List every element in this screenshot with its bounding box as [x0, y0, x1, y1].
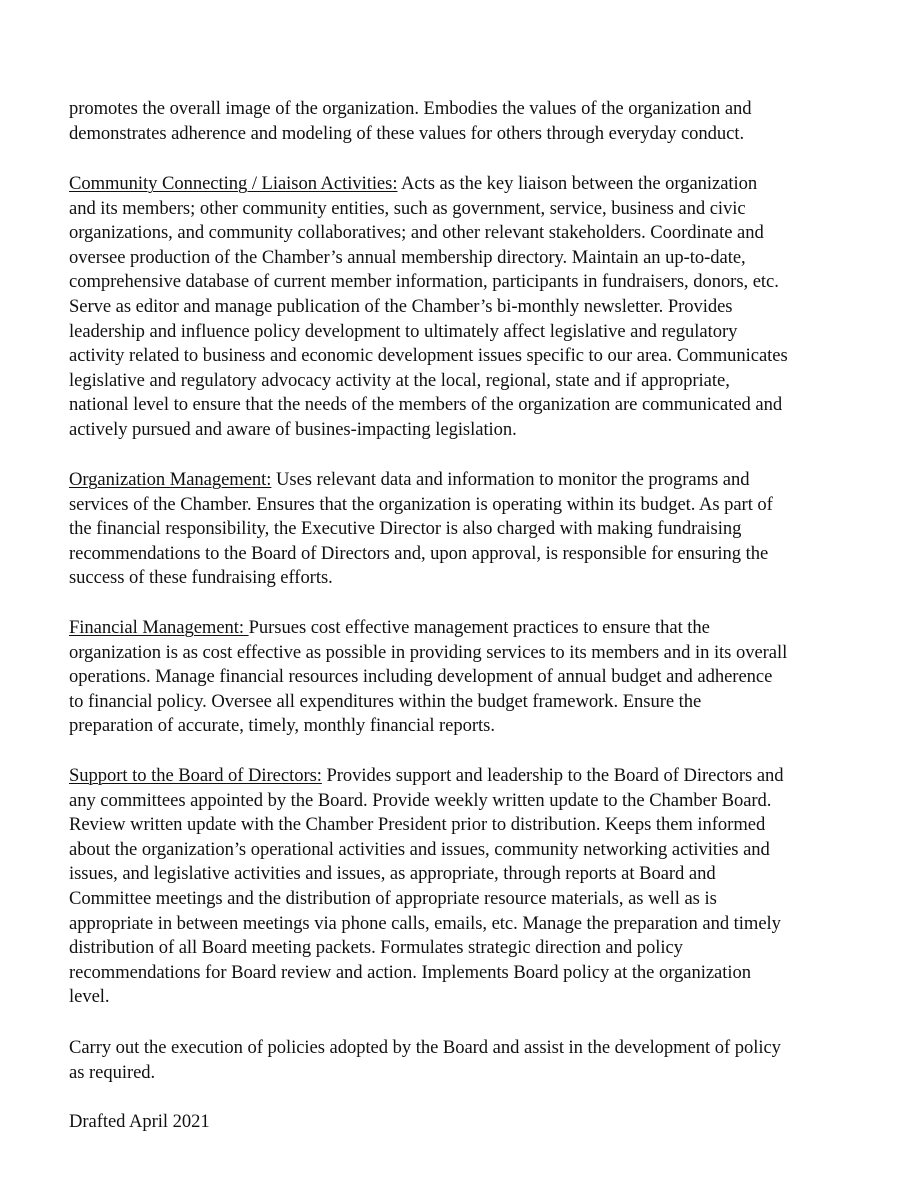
financial-line-4: to financial policy. Oversee all expenditures within the budget framework. Ensure the: [69, 690, 702, 712]
board-line-4: about the organization’s operational activities and issues, community networking activities and: [69, 838, 770, 860]
board-heading: Support to the Board of Directors:: [69, 765, 322, 786]
community-line-8: activity related to business and economic development issues specific to our area. Communicates: [69, 345, 788, 367]
community-line-2: and its members; other community entities, such as government, service, business and civic: [69, 197, 746, 219]
community-section: [69, 172, 859, 443]
financial-line-5: preparation of accurate, timely, monthly financial reports.: [69, 715, 495, 737]
community-line-5: comprehensive database of current member information, participants in fundraisers, donors, etc.: [69, 271, 779, 293]
intro-line-1: promotes the overall image of the organization. Embodies the values of the organization and: [69, 98, 752, 119]
policies-paragraph: [69, 1036, 859, 1085]
board-line-2: any committees appointed by the Board. Provide weekly written update to the Chamber Board.: [69, 789, 772, 811]
policies-line-2: as required.: [69, 1061, 156, 1083]
intro-line-2: demonstrates adherence and modeling of these values for others through everyday conduct.: [69, 122, 745, 144]
organization-first-line: [69, 468, 859, 493]
organization-line-1: Uses relevant data and information to monitor the programs and: [271, 469, 750, 490]
community-line-3: organizations, and community collaboratives; and other relevant stakeholders. Coordinate and: [69, 222, 764, 244]
community-heading: Community Connecting / Liaison Activities:: [69, 173, 398, 194]
community-first-line: [69, 172, 859, 197]
board-line-3: Review written update with the Chamber President prior to distribution. Keeps them informed: [69, 814, 766, 836]
community-line-10: national level to ensure that the needs of the members of the organization are communicated and: [69, 394, 783, 416]
board-line-10: level.: [69, 986, 110, 1008]
board-line-9: recommendations for Board review and action. Implements Board policy at the organization: [69, 961, 751, 983]
community-line-7: leadership and influence policy development to ultimately affect legislative and regulatory: [69, 320, 738, 342]
organization-line-3: the financial responsibility, the Executive Director is also charged with making fundraising: [69, 518, 742, 540]
financial-line-1: Pursues cost effective management practices to ensure that the: [248, 617, 710, 638]
board-line-7: appropriate in between meetings via phone calls, emails, etc. Manage the preparation and timely: [69, 912, 781, 934]
community-line-11: actively pursued and aware of busines-impacting legislation.: [69, 418, 517, 440]
organization-section: [69, 468, 859, 591]
board-first-line: [69, 764, 859, 789]
board-section: [69, 764, 859, 1010]
community-line-4: oversee production of the Chamber’s annual membership directory. Maintain an up-to-date,: [69, 246, 746, 268]
board-line-5: issues, and legislative activities and issues, as appropriate, through reports at Board and: [69, 863, 716, 885]
board-line-1: Provides support and leadership to the Board of Directors and: [321, 765, 784, 786]
organization-line-5: success of these fundraising efforts.: [69, 567, 333, 589]
board-line-6: Committee meetings and the distribution of appropriate resource materials, as well as is: [69, 887, 717, 909]
organization-heading: Organization Management:: [69, 469, 272, 490]
policies-line-1: Carry out the execution of policies adopted by the Board and assist in the development of policy: [69, 1037, 781, 1058]
board-line-8: distribution of all Board meeting packets. Formulates strategic direction and policy: [69, 937, 683, 959]
organization-line-2: services of the Chamber. Ensures that the organization is operating within its budget. As part of: [69, 493, 773, 515]
financial-heading: Financial Management:: [69, 617, 249, 638]
financial-first-line: [69, 616, 859, 641]
community-line-1: Acts as the key liaison between the organization: [397, 173, 758, 194]
financial-line-3: operations. Manage financial resources including development of annual budget and adherence: [69, 666, 773, 688]
organization-line-4: recommendations to the Board of Directors and, upon approval, is responsible for ensuring the: [69, 542, 769, 564]
drafted-date: [69, 1110, 859, 1135]
financial-section: [69, 616, 859, 739]
community-line-6: Serve as editor and manage publication of the Chamber’s bi-monthly newsletter. Provides: [69, 295, 733, 317]
intro-paragraph: [69, 97, 859, 146]
drafted-text: Drafted April 2021: [69, 1111, 210, 1132]
community-line-9: legislative and regulatory advocacy activity at the local, regional, state and if appropriate,: [69, 369, 730, 391]
financial-line-2: organization is as cost effective as possible in providing services to its members and in its overall: [69, 641, 788, 663]
